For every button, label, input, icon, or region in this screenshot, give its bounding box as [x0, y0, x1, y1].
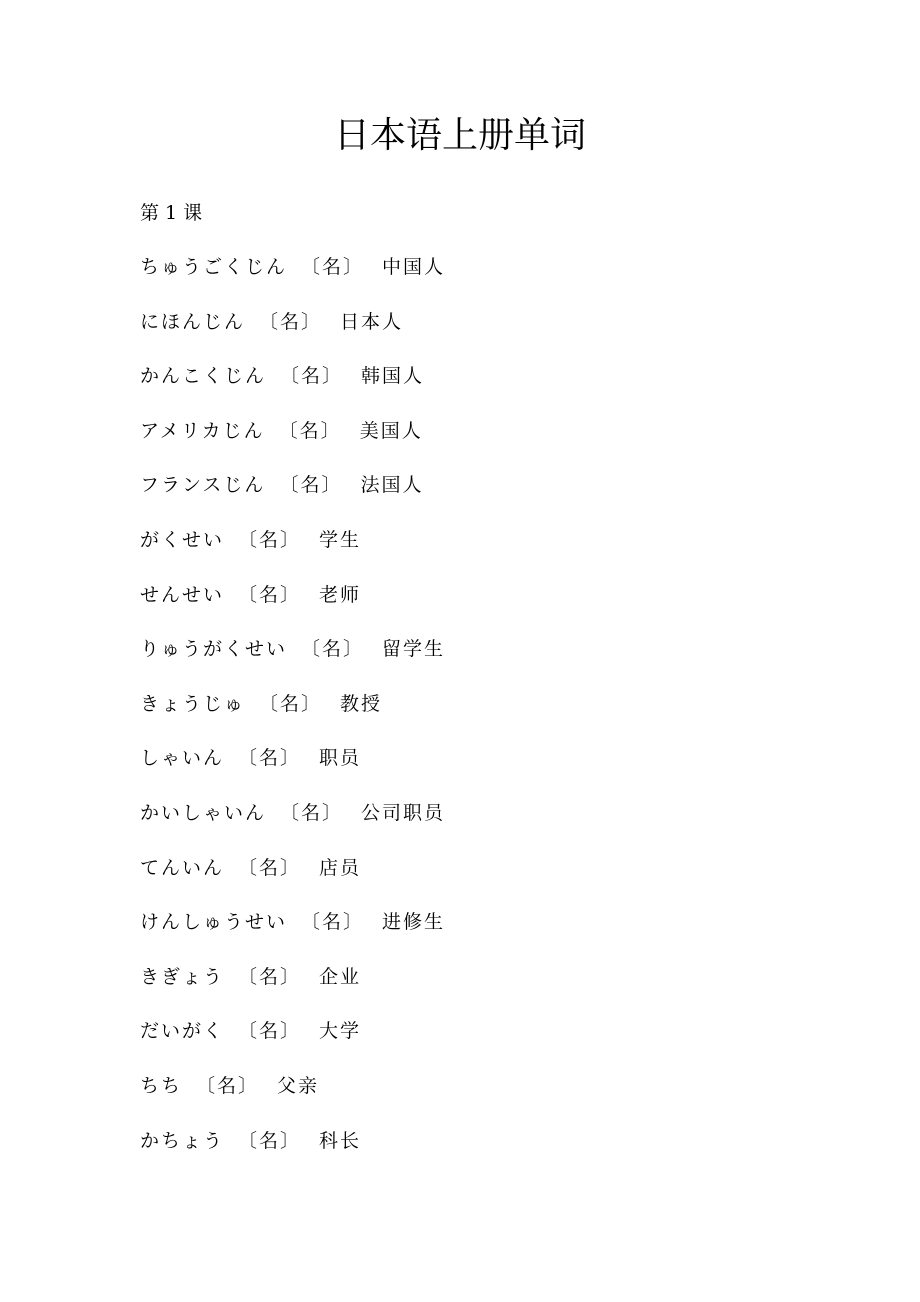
- entry-meaning: 企业: [319, 965, 362, 988]
- entry-reading: けんしゅうせい: [140, 911, 288, 934]
- entry-reading: フランスじん: [140, 474, 266, 497]
- entry-reading: きょうじゅ: [140, 692, 246, 715]
- entry-part-of-speech: 〔名〕: [259, 310, 323, 333]
- page-title: 日本语上册单词: [333, 115, 586, 156]
- entry-reading: しゃいん: [140, 747, 225, 770]
- entry-part-of-speech: 〔名〕: [278, 419, 342, 442]
- entry-meaning: 科长: [319, 1129, 362, 1152]
- entry-reading: てんいん: [140, 856, 225, 879]
- entry-meaning: 老师: [319, 583, 362, 606]
- vocab-entry: [140, 1073, 445, 1128]
- entry-meaning: 教授: [340, 692, 383, 715]
- entry-meaning: 店员: [319, 856, 362, 879]
- vocab-entry: [140, 254, 445, 309]
- vocab-entry: [140, 800, 445, 855]
- entry-meaning: 职员: [319, 747, 362, 770]
- entry-reading: ちゅうごくじん: [140, 256, 288, 278]
- vocab-entry: [140, 363, 445, 418]
- entry-reading: かいしゃいん: [140, 801, 267, 824]
- entry-part-of-speech: 〔名〕: [280, 801, 344, 824]
- entry-reading: せんせい: [140, 583, 225, 606]
- vocab-entry: [140, 582, 445, 637]
- entry-part-of-speech: 〔名〕: [238, 856, 302, 879]
- entry-reading: だいがく: [140, 1020, 225, 1043]
- vocab-entry: [140, 527, 445, 582]
- entry-part-of-speech: 〔名〕: [301, 638, 365, 661]
- vocab-entry: [140, 472, 445, 527]
- entry-meaning: 进修生: [382, 911, 446, 934]
- entry-reading: かんこくじん: [140, 365, 267, 388]
- entry-meaning: 学生: [319, 528, 362, 551]
- vocab-entry: [140, 909, 445, 964]
- entry-meaning: 父亲: [277, 1074, 320, 1097]
- entry-part-of-speech: 〔名〕: [238, 1020, 302, 1043]
- entry-meaning: 留学生: [382, 638, 446, 661]
- vocab-entry: [140, 691, 445, 746]
- vocab-entry: [140, 1018, 445, 1073]
- entry-part-of-speech: 〔名〕: [301, 911, 365, 934]
- entry-reading: かちょう: [140, 1129, 225, 1152]
- vocab-entry: [140, 964, 445, 1019]
- entry-meaning: 韩国人: [361, 365, 425, 388]
- entry-part-of-speech: 〔名〕: [279, 474, 343, 497]
- vocab-entry: [140, 418, 445, 473]
- entry-meaning: 大学: [319, 1020, 362, 1043]
- entry-reading: アメリカじん: [140, 419, 265, 442]
- entry-reading: にほんじん: [140, 310, 246, 333]
- entry-part-of-speech: 〔名〕: [238, 965, 302, 988]
- vocab-entry: [140, 309, 445, 364]
- entry-reading: ちち: [140, 1074, 183, 1097]
- vocab-entry: [140, 745, 445, 800]
- vocab-entry: [140, 1128, 445, 1183]
- entry-meaning: 日本人: [340, 310, 404, 333]
- entry-reading: りゅうがくせい: [140, 638, 288, 661]
- entry-part-of-speech: 〔名〕: [238, 747, 302, 770]
- entry-part-of-speech: 〔名〕: [238, 528, 302, 551]
- entry-meaning: 中国人: [382, 256, 446, 278]
- entry-meaning: 法国人: [360, 474, 424, 497]
- entry-reading: きぎょう: [140, 965, 225, 988]
- vocab-entry: [140, 855, 445, 910]
- entry-part-of-speech: 〔名〕: [301, 256, 365, 278]
- entry-meaning: 美国人: [359, 419, 423, 442]
- entry-meaning: 公司职员: [361, 801, 446, 824]
- vocab-entry: [140, 636, 445, 691]
- entry-part-of-speech: 〔名〕: [196, 1074, 260, 1097]
- entry-part-of-speech: 〔名〕: [280, 365, 344, 388]
- entry-part-of-speech: 〔名〕: [259, 692, 323, 715]
- entry-part-of-speech: 〔名〕: [238, 1129, 302, 1152]
- vocabulary-list: [140, 254, 445, 1182]
- entry-part-of-speech: 〔名〕: [238, 583, 302, 606]
- entry-reading: がくせい: [140, 528, 225, 551]
- lesson-heading: 第 1 课: [140, 202, 203, 224]
